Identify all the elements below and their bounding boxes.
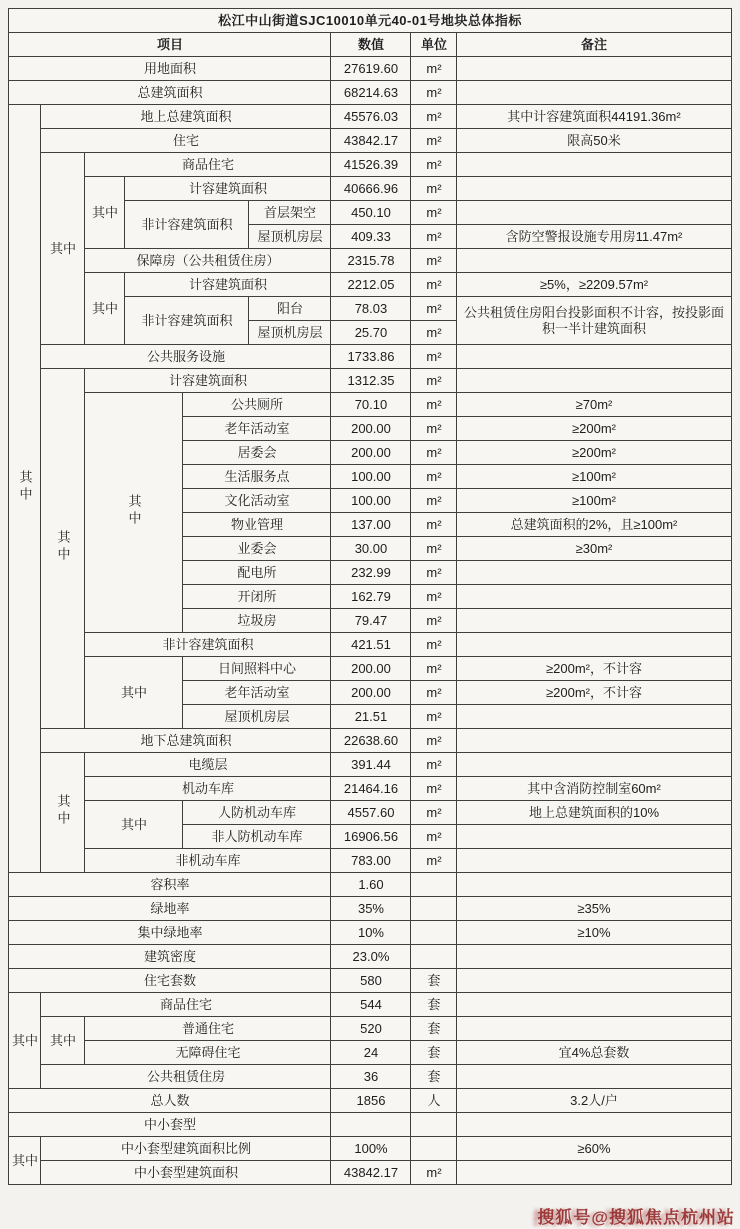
table-row [9, 1089, 731, 1113]
unit-cell [411, 1113, 457, 1137]
qizhong-cell: 其中 [85, 801, 183, 849]
item-label-cell: 绿地率 [9, 897, 331, 921]
remark-cell [457, 753, 731, 777]
group-label-cell: 非计容建筑面积 [125, 201, 249, 249]
qizhong-cell: 其中 [41, 753, 85, 873]
unit-cell: m² [411, 321, 457, 345]
item-label-cell: 集中绿地率 [9, 921, 331, 945]
remark-cell: 地上总建筑面积的10% [457, 801, 731, 825]
table-row [9, 921, 731, 945]
unit-cell: m² [411, 441, 457, 465]
value-cell: 520 [331, 1017, 411, 1041]
item-label-cell: 商品住宅 [41, 993, 331, 1017]
remark-cell: ≥200m² [457, 441, 731, 465]
unit-cell: m² [411, 393, 457, 417]
unit-cell: m² [411, 105, 457, 129]
unit-cell: 套 [411, 1041, 457, 1065]
unit-cell: m² [411, 249, 457, 273]
remark-cell [457, 585, 731, 609]
item-label-cell: 地下总建筑面积 [41, 729, 331, 753]
item-label-cell: 屋顶机房层 [249, 321, 331, 345]
item-label-cell: 地上总建筑面积 [41, 105, 331, 129]
unit-cell: m² [411, 801, 457, 825]
remark-cell [457, 729, 731, 753]
remark-cell [457, 945, 731, 969]
item-label-cell: 中小套型建筑面积 [41, 1161, 331, 1185]
unit-cell: m² [411, 129, 457, 153]
item-label-cell: 计容建筑面积 [85, 369, 331, 393]
qizhong-cell: 其中 [85, 657, 183, 729]
item-label-cell: 业委会 [183, 537, 331, 561]
column-header-item: 项目 [9, 33, 331, 57]
unit-cell: m² [411, 153, 457, 177]
unit-cell [411, 873, 457, 897]
table-row [9, 57, 731, 81]
remark-cell [457, 345, 731, 369]
value-cell: 79.47 [331, 609, 411, 633]
table-row [9, 105, 731, 129]
table-row [9, 273, 731, 297]
remark-cell [457, 561, 731, 585]
unit-cell: m² [411, 465, 457, 489]
remark-cell [457, 1113, 731, 1137]
remark-cell [457, 705, 731, 729]
remark-cell: ≥5%，≥2209.57m² [457, 273, 731, 297]
item-label-cell: 建筑密度 [9, 945, 331, 969]
value-cell: 23.0% [331, 945, 411, 969]
remark-cell: 宜4%总套数 [457, 1041, 731, 1065]
unit-cell: m² [411, 609, 457, 633]
remark-cell: 公共租赁住房阳台投影面积不计容，按投影面积一半计建筑面积 [457, 297, 731, 345]
item-label-cell: 老年活动室 [183, 417, 331, 441]
unit-cell: m² [411, 705, 457, 729]
value-cell: 27619.60 [331, 57, 411, 81]
qizhong-cell: 其中 [9, 993, 41, 1089]
column-header-unit: 单位 [411, 33, 457, 57]
remark-cell [457, 1065, 731, 1089]
table-row [9, 945, 731, 969]
indicators-table [8, 8, 731, 1185]
value-cell: 2315.78 [331, 249, 411, 273]
unit-cell: m² [411, 633, 457, 657]
unit-cell: 套 [411, 1017, 457, 1041]
unit-cell: m² [411, 681, 457, 705]
item-label-cell: 开闭所 [183, 585, 331, 609]
column-header-remark: 备注 [457, 33, 731, 57]
item-label-cell: 配电所 [183, 561, 331, 585]
item-label-cell: 首层架空 [249, 201, 331, 225]
remark-cell: 其中含消防控制室60m² [457, 777, 731, 801]
unit-cell: m² [411, 273, 457, 297]
table-row [9, 873, 731, 897]
remark-cell: ≥200m²，不计容 [457, 681, 731, 705]
column-header-value: 数值 [331, 33, 411, 57]
unit-cell: m² [411, 513, 457, 537]
remark-cell [457, 1017, 731, 1041]
unit-cell: m² [411, 57, 457, 81]
unit-cell: m² [411, 225, 457, 249]
item-label-cell: 文化活动室 [183, 489, 331, 513]
remark-cell [457, 369, 731, 393]
remark-cell [457, 57, 731, 81]
remark-cell: 其中计容建筑面积44191.36m² [457, 105, 731, 129]
unit-cell: m² [411, 417, 457, 441]
unit-cell: m² [411, 753, 457, 777]
remark-cell [457, 873, 731, 897]
item-label-cell: 计容建筑面积 [125, 177, 331, 201]
item-label-cell: 人防机动车库 [183, 801, 331, 825]
value-cell: 1733.86 [331, 345, 411, 369]
remark-cell [457, 201, 731, 225]
value-cell: 21.51 [331, 705, 411, 729]
unit-cell: m² [411, 777, 457, 801]
remark-cell [457, 177, 731, 201]
item-label-cell: 商品住宅 [85, 153, 331, 177]
value-cell: 391.44 [331, 753, 411, 777]
remark-cell: 3.2人/户 [457, 1089, 731, 1113]
value-cell: 783.00 [331, 849, 411, 873]
item-label-cell: 屋顶机房层 [249, 225, 331, 249]
value-cell: 100.00 [331, 489, 411, 513]
value-cell: 450.10 [331, 201, 411, 225]
remark-cell: 总建筑面积的2%，且≥100m² [457, 513, 731, 537]
item-label-cell: 日间照料中心 [183, 657, 331, 681]
remark-cell: ≥100m² [457, 489, 731, 513]
table-row [9, 729, 731, 753]
unit-cell [411, 897, 457, 921]
item-label-cell: 非人防机动车库 [183, 825, 331, 849]
value-cell: 35% [331, 897, 411, 921]
remark-cell: ≥70m² [457, 393, 731, 417]
value-cell: 162.79 [331, 585, 411, 609]
value-cell: 232.99 [331, 561, 411, 585]
value-cell: 45576.03 [331, 105, 411, 129]
table-row [9, 177, 731, 201]
table-row [9, 81, 731, 105]
remark-cell: ≥10% [457, 921, 731, 945]
table-row [9, 393, 731, 417]
qizhong-cell: 其中 [85, 177, 125, 249]
item-label-cell: 阳台 [249, 297, 331, 321]
item-label-cell: 住宅 [41, 129, 331, 153]
table-row [9, 345, 731, 369]
value-cell: 100% [331, 1137, 411, 1161]
value-cell: 200.00 [331, 657, 411, 681]
item-label-cell: 公共服务设施 [41, 345, 331, 369]
value-cell: 68214.63 [331, 81, 411, 105]
table-row [9, 1161, 731, 1185]
item-label-cell: 公共租赁住房 [41, 1065, 331, 1089]
value-cell [331, 1113, 411, 1137]
remark-cell [457, 633, 731, 657]
table-row [9, 33, 731, 57]
item-label-cell: 容积率 [9, 873, 331, 897]
qizhong-cell: 其中 [9, 105, 41, 873]
table-row [9, 657, 731, 681]
item-label-cell: 中小套型建筑面积比例 [41, 1137, 331, 1161]
unit-cell: m² [411, 561, 457, 585]
value-cell: 100.00 [331, 465, 411, 489]
remark-cell: ≥200m² [457, 417, 731, 441]
qizhong-cell: 其中 [85, 393, 183, 633]
item-label-cell: 总人数 [9, 1089, 331, 1113]
remark-cell: ≥200m²，不计容 [457, 657, 731, 681]
remark-cell [457, 81, 731, 105]
remark-cell: ≥30m² [457, 537, 731, 561]
value-cell: 30.00 [331, 537, 411, 561]
watermark: 搜狐号@搜狐焦点杭州站 [537, 1208, 735, 1227]
qizhong-cell: 其中 [41, 153, 85, 345]
unit-cell: m² [411, 369, 457, 393]
table-row [9, 777, 731, 801]
item-label-cell: 公共厕所 [183, 393, 331, 417]
value-cell: 43842.17 [331, 129, 411, 153]
item-label-cell: 屋顶机房层 [183, 705, 331, 729]
value-cell: 43842.17 [331, 1161, 411, 1185]
remark-cell [457, 249, 731, 273]
table-row [9, 633, 731, 657]
group-label-cell: 非计容建筑面积 [125, 297, 249, 345]
item-label-cell: 住宅套数 [9, 969, 331, 993]
unit-cell: m² [411, 345, 457, 369]
value-cell: 78.03 [331, 297, 411, 321]
unit-cell: m² [411, 849, 457, 873]
value-cell: 200.00 [331, 441, 411, 465]
item-label-cell: 老年活动室 [183, 681, 331, 705]
table-row [9, 9, 731, 33]
unit-cell: 人 [411, 1089, 457, 1113]
remark-cell [457, 849, 731, 873]
value-cell: 544 [331, 993, 411, 1017]
qizhong-cell: 其中 [41, 1017, 85, 1065]
table-row [9, 1017, 731, 1041]
table-row [9, 993, 731, 1017]
unit-cell: m² [411, 177, 457, 201]
value-cell: 421.51 [331, 633, 411, 657]
value-cell: 4557.60 [331, 801, 411, 825]
remark-cell: ≥60% [457, 1137, 731, 1161]
item-label-cell: 非机动车库 [85, 849, 331, 873]
value-cell: 10% [331, 921, 411, 945]
value-cell: 40666.96 [331, 177, 411, 201]
value-cell: 16906.56 [331, 825, 411, 849]
qizhong-cell: 其中 [9, 1137, 41, 1185]
table-row [9, 897, 731, 921]
table-row [9, 969, 731, 993]
unit-cell [411, 945, 457, 969]
item-label-cell: 普通住宅 [85, 1017, 331, 1041]
unit-cell: m² [411, 297, 457, 321]
table-row [9, 1113, 731, 1137]
unit-cell: m² [411, 81, 457, 105]
remark-cell [457, 153, 731, 177]
remark-cell: ≥100m² [457, 465, 731, 489]
table-row [9, 249, 731, 273]
table-title: 松江中山街道SJC10010单元40-01号地块总体指标 [9, 9, 731, 33]
value-cell: 137.00 [331, 513, 411, 537]
unit-cell: m² [411, 729, 457, 753]
item-label-cell: 电缆层 [85, 753, 331, 777]
value-cell: 70.10 [331, 393, 411, 417]
table-row [9, 369, 731, 393]
value-cell: 1856 [331, 1089, 411, 1113]
unit-cell: m² [411, 825, 457, 849]
unit-cell [411, 1137, 457, 1161]
unit-cell: m² [411, 537, 457, 561]
item-label-cell: 机动车库 [85, 777, 331, 801]
value-cell: 2212.05 [331, 273, 411, 297]
item-label-cell: 计容建筑面积 [125, 273, 331, 297]
item-label-cell: 非计容建筑面积 [85, 633, 331, 657]
table-row [9, 1065, 731, 1089]
value-cell: 24 [331, 1041, 411, 1065]
item-label-cell: 居委会 [183, 441, 331, 465]
table-row [9, 1041, 731, 1065]
value-cell: 409.33 [331, 225, 411, 249]
unit-cell: 套 [411, 993, 457, 1017]
unit-cell: 套 [411, 1065, 457, 1089]
qizhong-cell: 其中 [85, 273, 125, 345]
item-label-cell: 物业管理 [183, 513, 331, 537]
remark-cell [457, 969, 731, 993]
item-label-cell: 无障碍住宅 [85, 1041, 331, 1065]
remark-cell [457, 825, 731, 849]
qizhong-cell: 其中 [41, 369, 85, 729]
table-row [9, 849, 731, 873]
item-label-cell: 垃圾房 [183, 609, 331, 633]
value-cell: 21464.16 [331, 777, 411, 801]
remark-cell: 限高50米 [457, 129, 731, 153]
value-cell: 41526.39 [331, 153, 411, 177]
table-row [9, 1137, 731, 1161]
value-cell: 200.00 [331, 681, 411, 705]
table-row [9, 753, 731, 777]
table-row [9, 129, 731, 153]
value-cell: 25.70 [331, 321, 411, 345]
value-cell: 36 [331, 1065, 411, 1089]
table-row [9, 153, 731, 177]
unit-cell [411, 921, 457, 945]
item-label-cell: 总建筑面积 [9, 81, 331, 105]
unit-cell: m² [411, 1161, 457, 1185]
unit-cell: 套 [411, 969, 457, 993]
item-label-cell: 用地面积 [9, 57, 331, 81]
item-label-cell: 中小套型 [9, 1113, 331, 1137]
unit-cell: m² [411, 657, 457, 681]
unit-cell: m² [411, 585, 457, 609]
item-label-cell: 保障房（公共租赁住房） [85, 249, 331, 273]
unit-cell: m² [411, 201, 457, 225]
remark-cell: ≥35% [457, 897, 731, 921]
value-cell: 1312.35 [331, 369, 411, 393]
value-cell: 22638.60 [331, 729, 411, 753]
value-cell: 200.00 [331, 417, 411, 441]
table-row [9, 801, 731, 825]
remark-cell [457, 1161, 731, 1185]
remark-cell [457, 609, 731, 633]
remark-cell: 含防空警报设施专用房11.47m² [457, 225, 731, 249]
value-cell: 580 [331, 969, 411, 993]
unit-cell: m² [411, 489, 457, 513]
remark-cell [457, 993, 731, 1017]
item-label-cell: 生活服务点 [183, 465, 331, 489]
value-cell: 1.60 [331, 873, 411, 897]
